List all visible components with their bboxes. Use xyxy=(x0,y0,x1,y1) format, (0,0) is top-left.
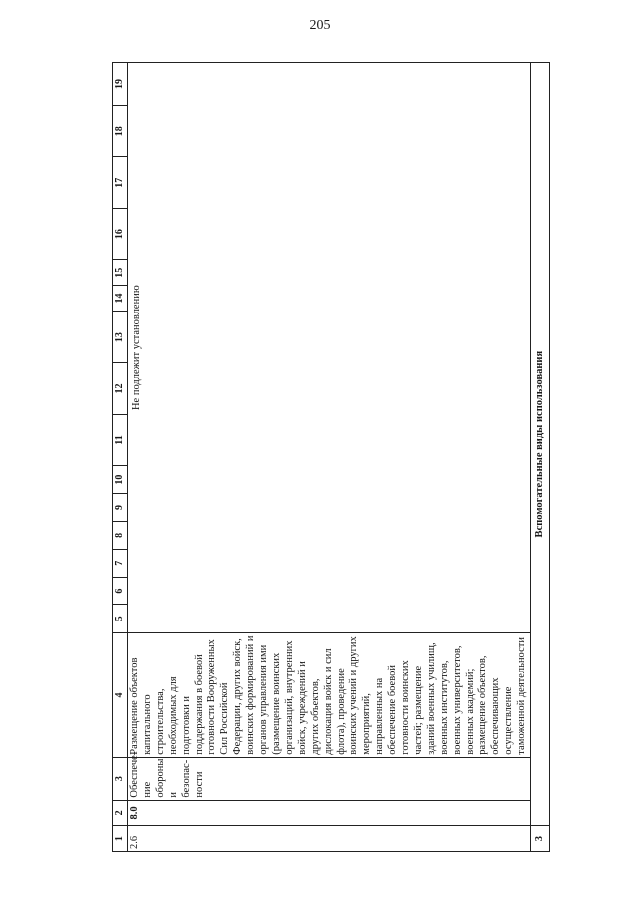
not-set-text: Не подлежит установлению xyxy=(131,285,142,411)
code-cell xyxy=(128,800,531,826)
column-number: 17 xyxy=(113,157,128,208)
column-number: 7 xyxy=(113,549,128,577)
use-description: Размещение объектов капитального строительства, необходимых для подготовки и поддержания в боевой готовности Вооруженных Сил Российской Федерации, других войск, воинских формирований и органов управления ими (размещение воинских организаций, внутренних войск, учреждений и других объектов, дислокация войск и сил флота), проведение воинских учений и других мероприятий, направленных на обеспечение боевой готовности воинских частей; размещение зданий военных училищ, военных институтов, военных университетов, военных академий; размещение объектов, обеспечивающих осуществление таможенной деятельности xyxy=(129,635,528,755)
column-number: 6 xyxy=(113,577,128,605)
table-row xyxy=(128,63,531,852)
description-cell xyxy=(128,633,531,757)
column-number: 14 xyxy=(113,286,128,312)
column-number: 12 xyxy=(113,363,128,414)
section-title: Вспомогательные виды использования xyxy=(531,63,550,826)
column-number: 4 xyxy=(113,633,128,757)
row-number: 2.6 xyxy=(129,835,140,849)
column-number: 3 xyxy=(113,757,128,800)
page-number: 205 xyxy=(309,18,331,33)
section-number: 3 xyxy=(531,826,550,852)
column-number: 5 xyxy=(113,605,128,633)
use-name: Обеспече-ние обороны и безопас-ности xyxy=(129,751,205,798)
rotated-table-container xyxy=(112,62,548,852)
use-name-cell xyxy=(128,751,531,800)
column-number: 9 xyxy=(113,494,128,522)
parameters-cell xyxy=(128,63,531,633)
column-number: 1 xyxy=(113,826,128,852)
column-number: 16 xyxy=(113,208,128,259)
column-number: 13 xyxy=(113,311,128,362)
column-number: 10 xyxy=(113,466,128,494)
column-number: 8 xyxy=(113,521,128,549)
section-row xyxy=(531,63,550,852)
column-number: 18 xyxy=(113,106,128,157)
row-number-cell xyxy=(128,826,531,852)
column-number: 2 xyxy=(113,800,128,826)
column-number: 15 xyxy=(113,260,128,286)
use-code: 8.0 xyxy=(129,806,140,820)
column-number: 11 xyxy=(113,414,128,465)
column-number-row xyxy=(113,63,128,852)
column-number: 19 xyxy=(113,63,128,106)
land-use-table xyxy=(112,62,550,852)
